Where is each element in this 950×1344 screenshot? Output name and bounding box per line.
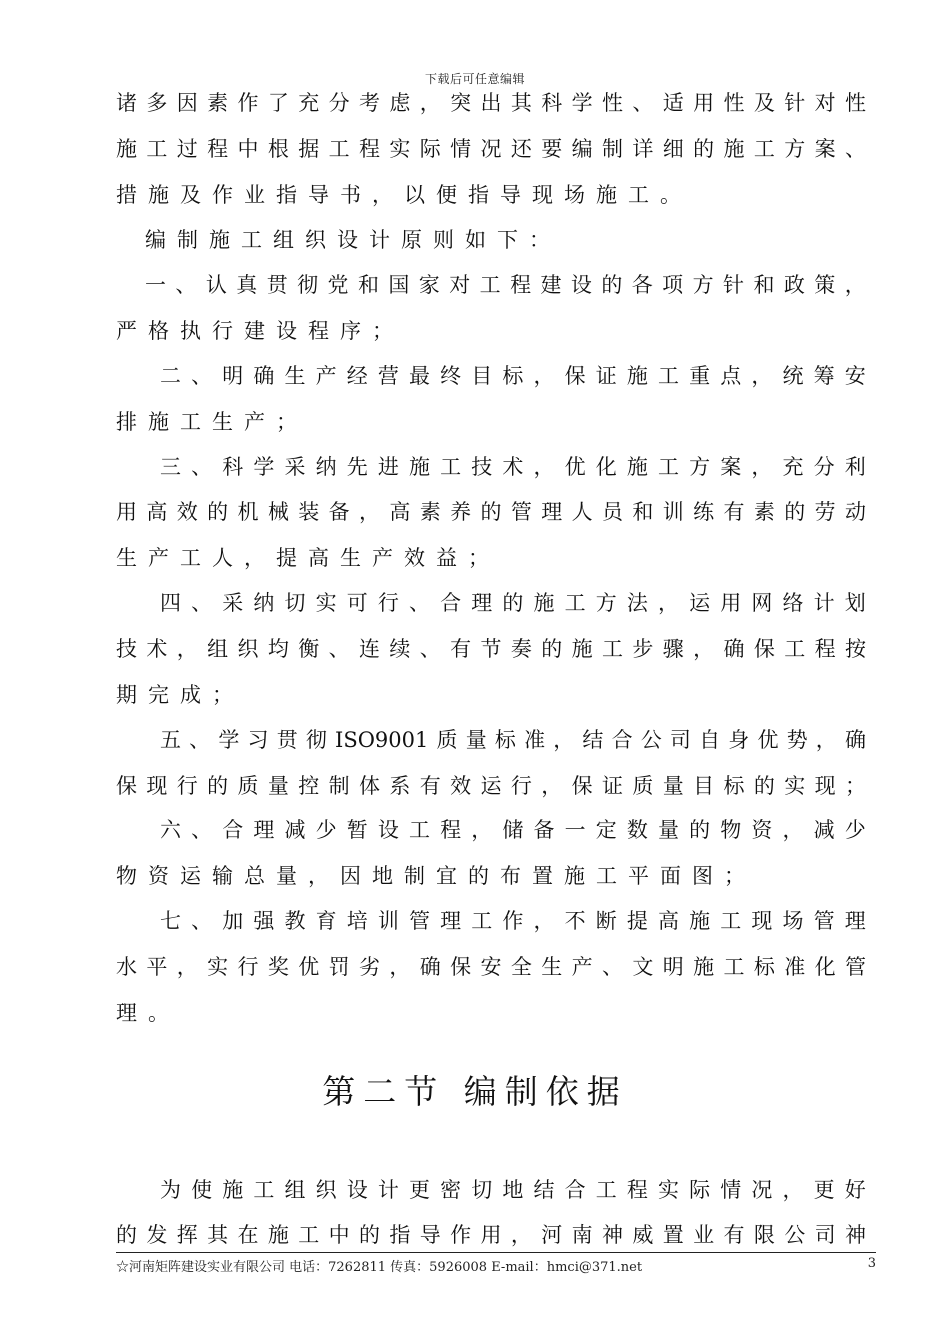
section-heading: 第二节 编制依据 [322,1072,628,1111]
body-line: 理。 [116,1001,180,1025]
body-line: 施 工 过 程 中 根 据 工 程 实 际 情 况 还 要 编 制 详 细 的 施 工 方 案 、 [116,137,866,161]
body-line: 诸 多 因 素 作 了 充 分 考 虑 ， 突 出 其 科 学 性 、 适 用 性 及 针 对 性 [116,91,866,115]
body-line: 严格执行建设程序； [116,319,404,343]
body-line: 七 、 加 强 教 育 培 训 管 理 工 作 ， 不 断 提 高 施 工 现 场 管 理 [160,909,866,933]
body-line: 四 、 采 纳 切 实 可 行 、 合 理 的 施 工 方 法 ， 运 用 网 络 计 划 [160,591,866,615]
body-line: 保 现 行 的 质 量 控 制 体 系 有 效 运 行 ， 保 证 质 量 目 标 的 实 现 ； [116,774,866,798]
body-line: 措施及作业指导书，以便指导现场施工。 [116,183,692,207]
footer-company-info: ☆河南矩阵建设实业有限公司 电话：7262811 传真：5926008 E-mail：hmci@371.net [116,1260,643,1275]
footer-divider [116,1252,876,1253]
body-line: 技 术 ， 组 织 均 衡 、 连 续 、 有 节 奏 的 施 工 步 骤 ， 确 保 工 程 按 [116,637,866,661]
body-line: 物资运输总量，因地制宜的布置施工平面图； [116,864,756,888]
body-line: 二 、 明 确 生 产 经 营 最 终 目 标 ， 保 证 施 工 重 点 ， 统 筹 安 [160,364,866,388]
body-line: 六 、 合 理 减 少 暂 设 工 程 ， 储 备 一 定 数 量 的 物 资 ， 减 少 [160,818,866,842]
body-line: 生产工人，提高生产效益； [116,546,500,570]
body-line: 三 、 科 学 采 纳 先 进 施 工 技 术 ， 优 化 施 工 方 案 ， 充 分 利 [160,455,866,479]
body-line: 期完成； [116,683,244,707]
body-line: 水 平 ， 实 行 奖 优 罚 劣 ， 确 保 安 全 生 产 、 文 明 施 工 标 准 化 管 [116,955,866,979]
body-line: 排施工生产； [116,410,308,434]
body-line: 用 高 效 的 机 械 装 备 ， 高 素 养 的 管 理 人 员 和 训 练 有 素 的 劳 动 [116,500,866,524]
header-note: 下载后可任意编辑 [424,72,525,86]
body-line: 为 使 施 工 组 织 设 计 更 密 切 地 结 合 工 程 实 际 情 况 ， 更 好 [160,1178,866,1202]
body-line: 编制施工组织设计原则如下： [145,228,561,252]
body-line: 的 发 挥 其 在 施 工 中 的 指 导 作 用 ， 河 南 神 威 置 业 有 限 公 司 神 [116,1223,866,1247]
body-line: 一 、 认 真 贯 彻 党 和 国 家 对 工 程 建 设 的 各 项 方 针 和 政 策 ， [145,273,866,297]
body-line: 五 、 学 习 贯 彻 ISO9001 质 量 标 准 ， 结 合 公 司 自 身 优 势 ， 确 [160,728,866,752]
page-number: 3 [867,1256,876,1271]
